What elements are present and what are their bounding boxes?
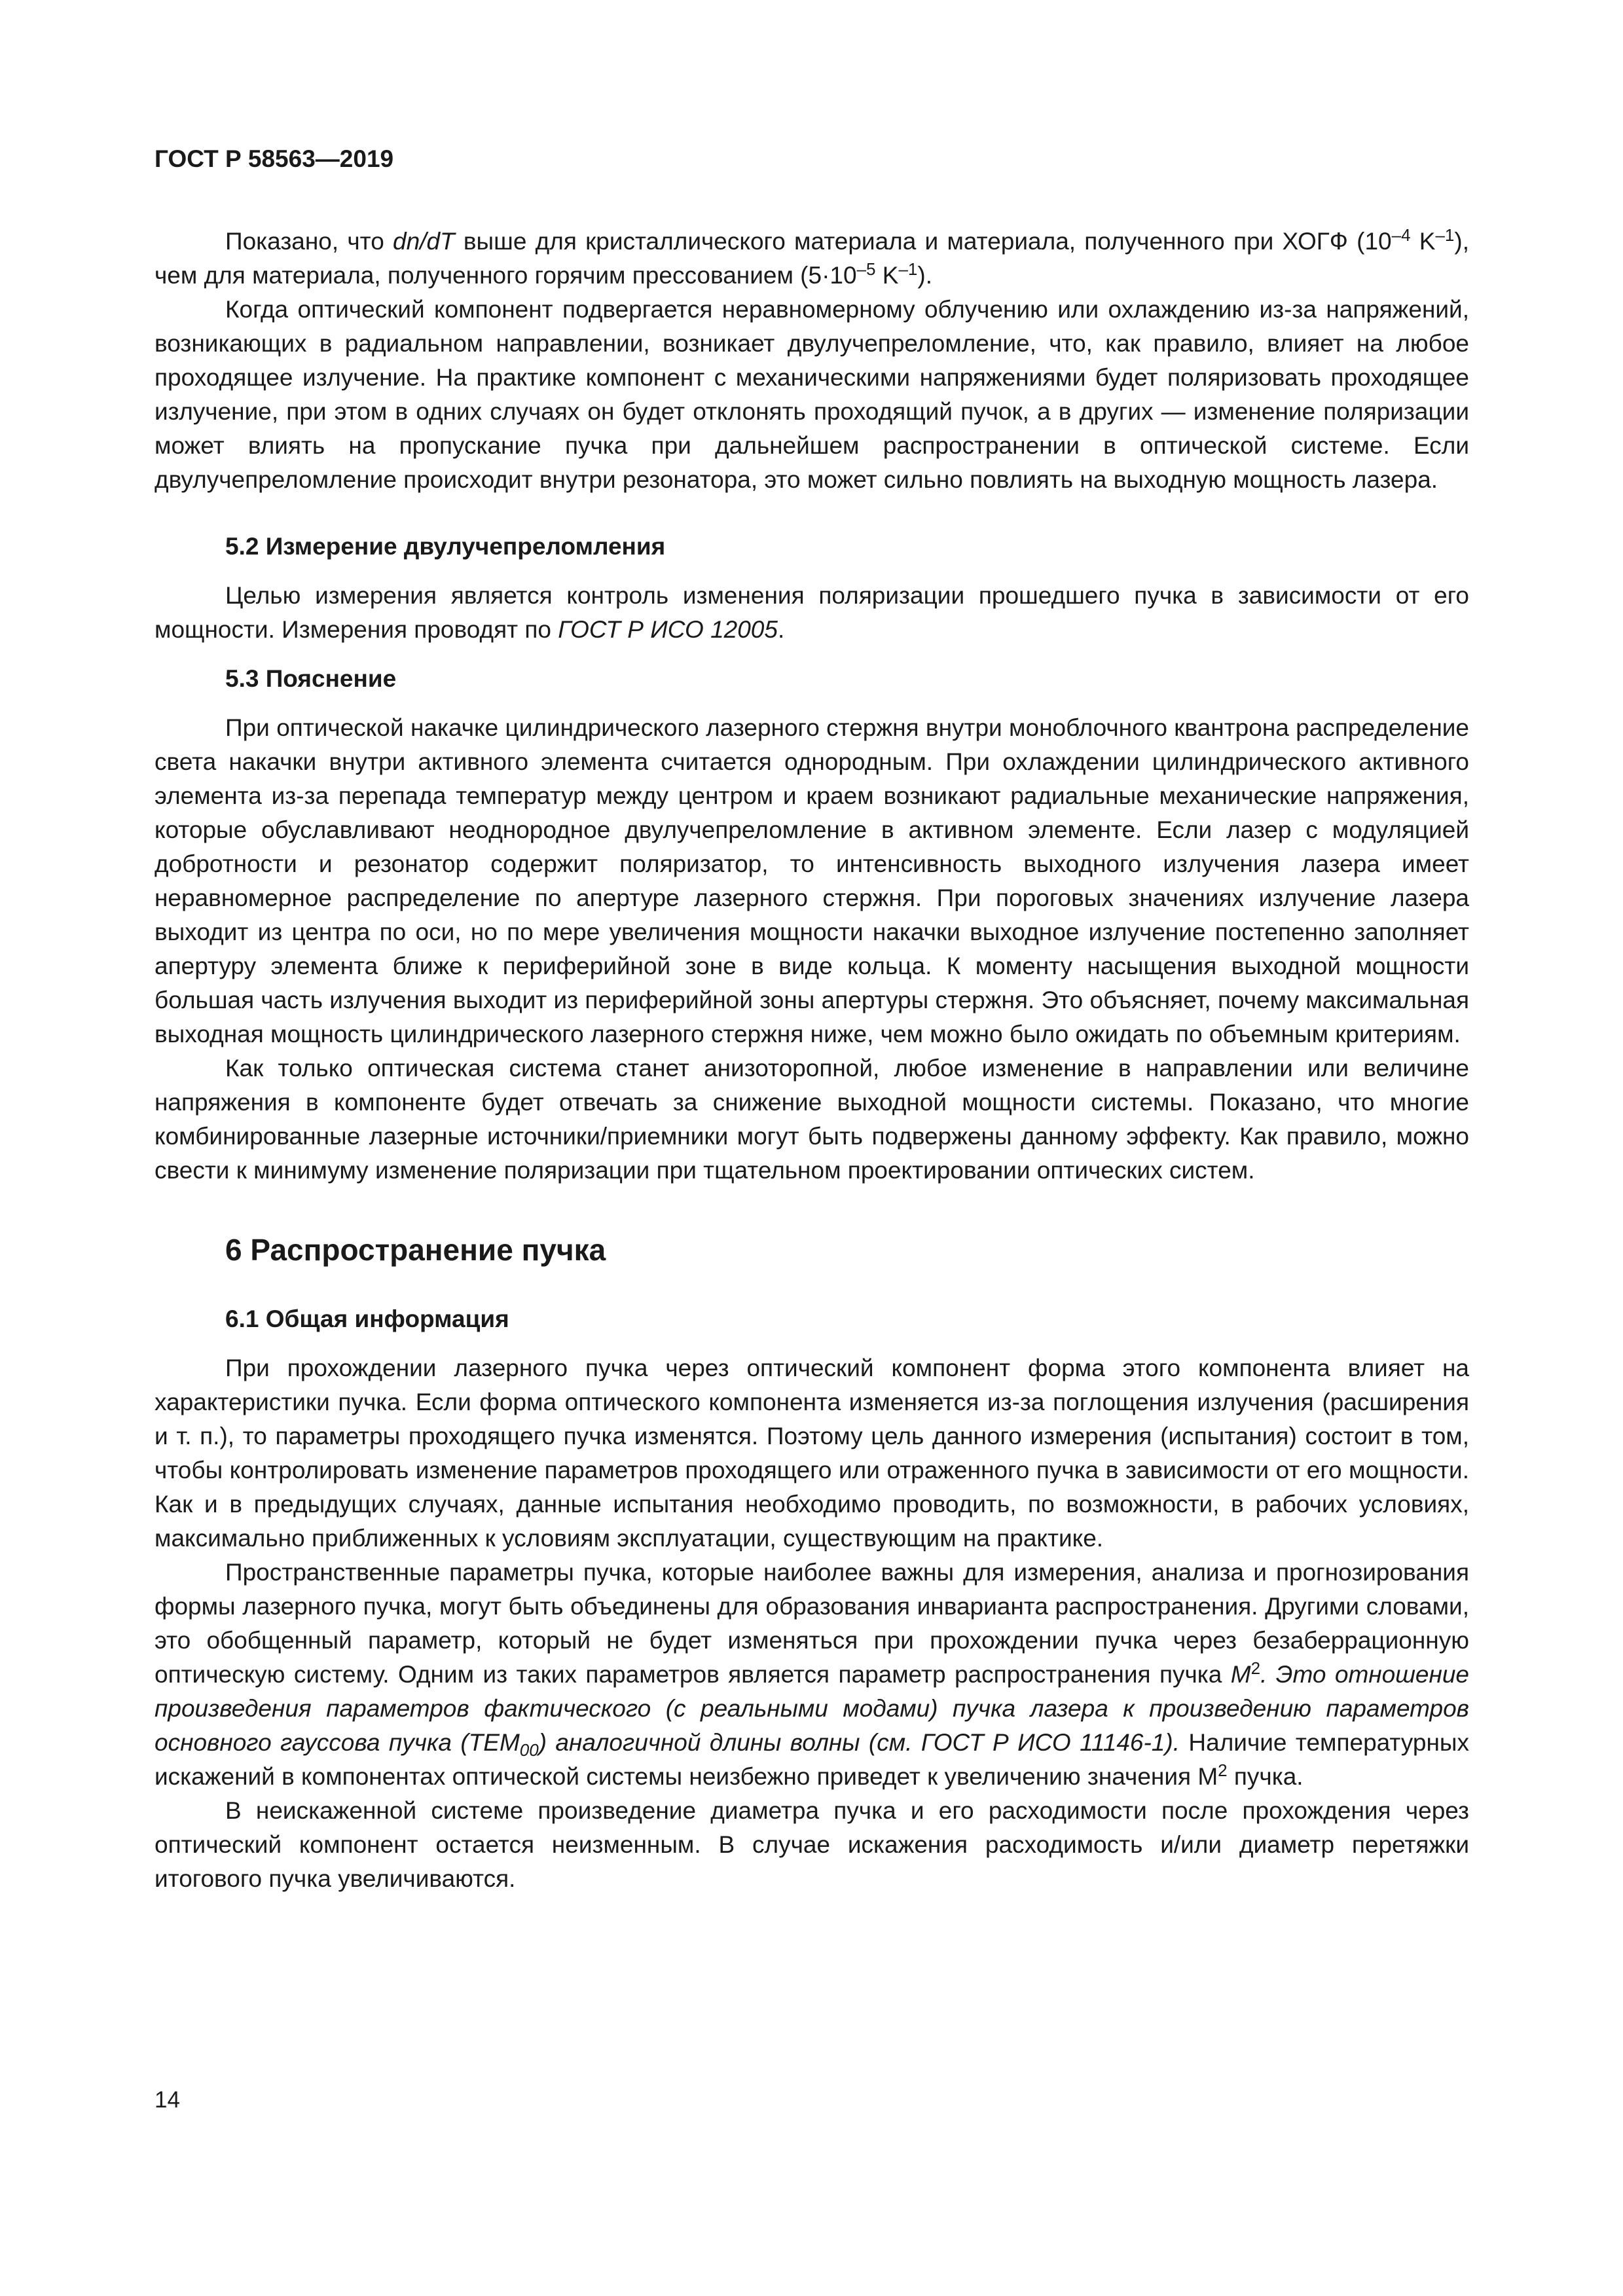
paragraph-birefringence: Когда оптический компонент подвергается неравномерному облучению или охлаждению из-за напряжений, возникающих в радиальном направлении, возникает двулучепреломление, что, как правило, влияет на любое проходящее излучение. На практике компонент с механическими напряжениями будет поляризовать проходящее излучение, при этом в одних случаях он будет отклонять проходящий пучок, а в других — изменение поляризации может влиять на пропускание пучка при дальнейшем распространении в оптической системе. Если двулучепреломление происходит внутри резонатора, это может сильно повлиять на выходную мощность лазера.: [155, 296, 1469, 493]
paragraph-6-1-3: В неискаженной системе произведение диаметра пучка и его расходимости после прохождения через оптический компонент остается неизменным. В случае искажения расходимость и/или диаметр перетяжки итогового пучка увеличиваются.: [155, 1797, 1469, 1892]
paragraph-5-3-1: При оптической накачке цилиндрического лазерного стержня внутри моноблочного квантрона распределение света накачки внутри активного элемента считается однородным. При охлаждении цилиндрического активного элемента из-за перепада температур между центром и краем возникают радиальные механические напряжения, которые обуславливают неоднородное двулучепреломление в активном элементе. Если лазер с модуляцией добротности и резонатор содержит поляризатор, то интенсивность выходного излучения лазера имеет неравномерное распределение по апертуре лазерного стержня. При пороговых значениях излучение лазера выходит из центра по оси, но по мере увеличения мощности накачки выходное излучение постепенно заполняет апертуру элемента ближе к периферийной зоне в виде кольца. К моменту насыщения выходной мощности большая часть излучения выходит из периферийной зоны апертуры стержня. Это объясняет, почему максимальная выходная мощность цилиндрического лазерного стержня ниже, чем можно было ожидать по объемным критериям.: [155, 714, 1469, 1048]
paragraph-5-2: Целью измерения является контроль изменения поляризации прошедшего пучка в зависимости от его мощности. Измерения проводят по ГОСТ Р ИСО 12005.: [155, 582, 1469, 643]
paragraph-6-1-1: При прохождении лазерного пучка через оптический компонент форма этого компонента влияет на характеристики пучка. Если форма оптического компонента изменяется из-за поглощения излучения (расширения и т. п.), то параметры проходящего пучка изменятся. Поэтому цель данного измерения (испытания) состоит в том, чтобы контролировать изменение параметров проходящего или отраженного пучка в зависимости от его мощности. Как и в предыдущих случаях, данные испытания необходимо проводить, по возможности, в рабочих условиях, максимально приближенных к условиям эксплуатации, существующим на практике.: [155, 1355, 1469, 1552]
m2-symbol: M: [1230, 1661, 1251, 1688]
paragraph-5-3-2: Как только оптическая система станет анизоторопной, любое изменение в направлении или величине напряжения в компоненте будет отвечать за снижение выходной мощности системы. Показано, что многие комбинированные лазерные источники/приемники могут быть подвержены данному эффекту. Как правило, можно свести к минимуму изменение поляризации при тщательном проектировании оптических систем.: [155, 1055, 1469, 1184]
standard-reference: ГОСТ Р ИСО 12005: [558, 616, 778, 643]
paragraph-6-1-2: Пространственные параметры пучка, которые наиболее важны для измерения, анализа и прогнозирования формы лазерного пучка, могут быть объединены для образования инварианта распространения. Другими словами, это обобщенный параметр, который не будет изменяться при прохождении пучка через безаберрационную оптическую систему. Одним из таких параметров является параметр распространения пучка $M^2$. Это отношение произведения параметров фактического (с реальными модами) пучка лазера к произведению параметров основного гауссова пучка $(TEM_{00})$ аналогичной длины волны (см. ГОСТ Р ИСО 11146-1). Наличие температурных искажений в компонентах оптической системы неизбежно приведет к увеличению значения $M^2$ пучка.: [155, 1559, 1470, 1790]
page-number: 14: [155, 2087, 180, 2113]
document-code-header: ГОСТ Р 58563—2019: [155, 145, 394, 172]
paragraph-dndt: Показано, что dn/dT выше для кристаллического материала и материала, полученного при ХОГФ ($10^{-4}$ $K^{-1}$), чем для материала, полученного горячим прессованием ($5\cdot 10^{-5}$ $K^{-1}$).: [155, 225, 1469, 289]
section-6-1-heading: 6.1 Общая информация: [225, 1305, 509, 1332]
document-body: [155, 225, 1469, 1896]
section-5-2-heading: 5.2 Измерение двулучепреломления: [225, 533, 666, 560]
section-5-3-heading: 5.3 Пояснение: [225, 665, 397, 692]
section-6-heading: 6 Распространение пучка: [225, 1233, 606, 1267]
m2-definition: . Это отношение произведения параметров фактического (с реальными модами) пучка лазера к произведению параметров основного гауссова пучка $(TEM_{00})$ аналогичной длины волны (см. ГОСТ Р ИСО 11146-1).: [155, 1661, 1470, 1760]
dndt-symbol: dn/dT: [393, 228, 455, 255]
